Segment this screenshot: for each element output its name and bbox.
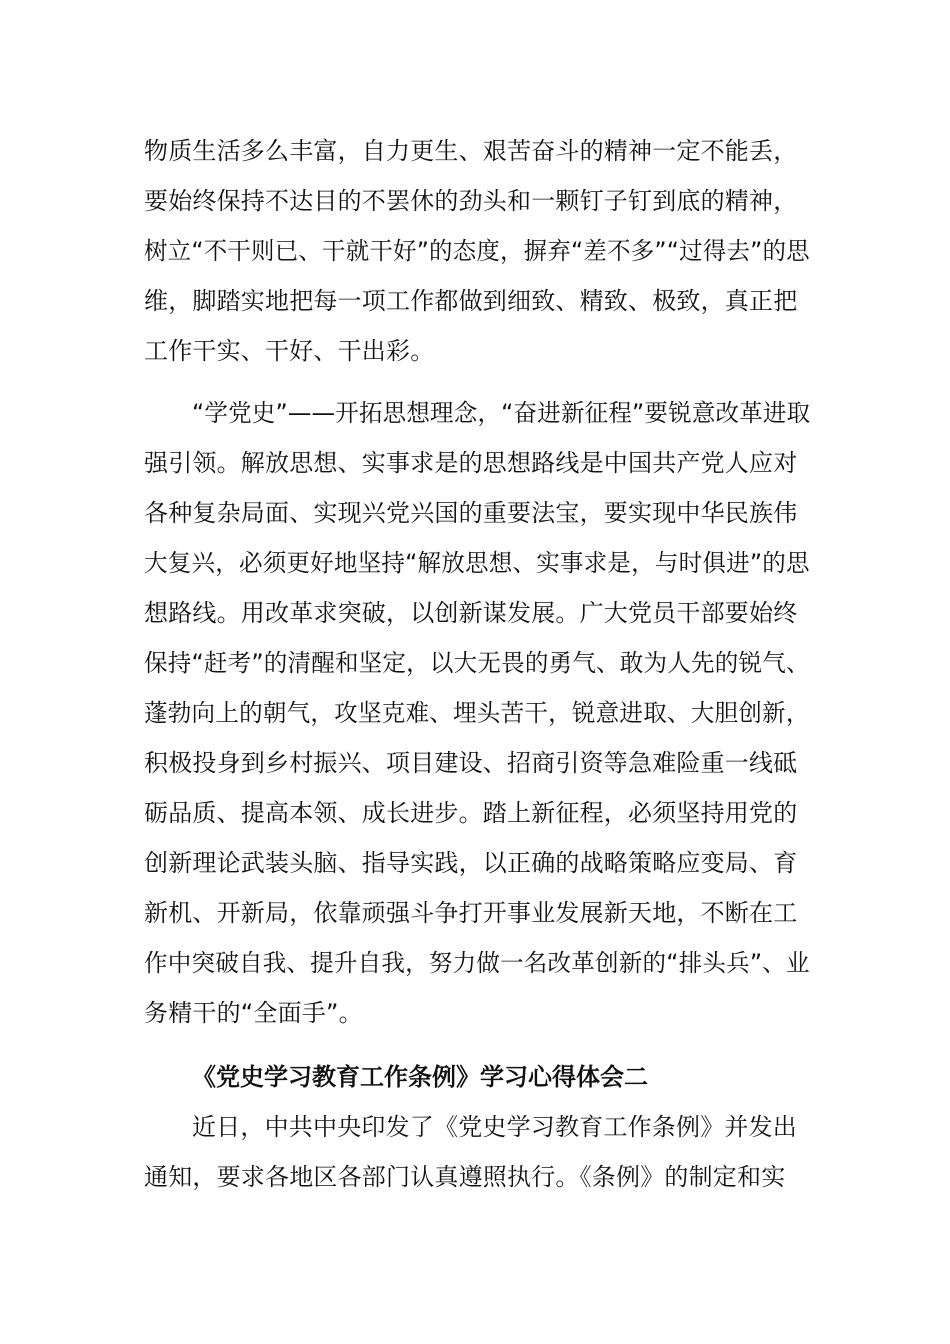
paragraph-1-line-5: 工作干实、干好、干出彩。 [144, 337, 435, 365]
paragraph-2-line-10: 创新理论武装头脑、指导实践，以正确的战略策略应变局、育 [144, 849, 798, 877]
paragraph-2-line-1: “学党史”——开拓思想理念，“奋进新征程”要锐意改革进取 [192, 399, 811, 427]
paragraph-1-line-2: 要始终保持不达目的不罢休的劲头和一颗钉子钉到底的精神， [144, 187, 798, 215]
paragraph-2-line-8: 积极投身到乡村振兴、项目建设、招商引资等急难险重一线砥 [144, 749, 798, 777]
paragraph-1-line-3: 树立“不干则已、干就干好”的态度，摒弃“差不多”“过得去”的思 [144, 237, 810, 265]
section-heading: 《党史学习教育工作条例》学习心得体会二 [192, 1063, 648, 1091]
paragraph-2-line-13: 务精干的“全面手”。 [144, 999, 363, 1027]
paragraph-2-line-9: 砺品质、提高本领、成长进步。踏上新征程，必须坚持用党的 [144, 799, 798, 827]
paragraph-2-line-7: 蓬勃向上的朝气，攻坚克难、埋头苦干，锐意进取、大胆创新， [144, 699, 810, 727]
paragraph-2-line-5: 想路线。用改革求突破，以创新谋发展。广大党员干部要始终 [144, 599, 798, 627]
paragraph-2-line-4: 大复兴，必须更好地坚持“解放思想、实事求是，与时俱进”的思 [144, 549, 810, 577]
paragraph-2-line-12: 作中突破自我、提升自我，努力做一名改革创新的“排头兵”、业 [144, 949, 810, 977]
paragraph-1-line-4: 维，脚踏实地把每一项工作都做到细致、精致、极致，真正把 [144, 287, 798, 315]
paragraph-3-line-1: 近日，中共中央印发了《党史学习教育工作条例》并发出 [192, 1113, 797, 1141]
paragraph-1-line-1: 物质生活多么丰富，自力更生、艰苦奋斗的精神一定不能丢， [144, 137, 798, 165]
paragraph-3-line-2: 通知，要求各地区各部门认真遵照执行。《条例》的制定和实 [144, 1163, 786, 1191]
paragraph-2-line-11: 新机、开新局，依靠顽强斗争打开事业发展新天地，不断在工 [144, 899, 798, 927]
paragraph-2-line-2: 强引领。解放思想、实事求是的思想路线是中国共产党人应对 [144, 449, 798, 477]
paragraph-2-line-3: 各种复杂局面、实现兴党兴国的重要法宝，要实现中华民族伟 [144, 499, 798, 527]
paragraph-2-line-6: 保持“赶考”的清醒和坚定，以大无畏的勇气、敢为人先的锐气、 [144, 649, 810, 677]
